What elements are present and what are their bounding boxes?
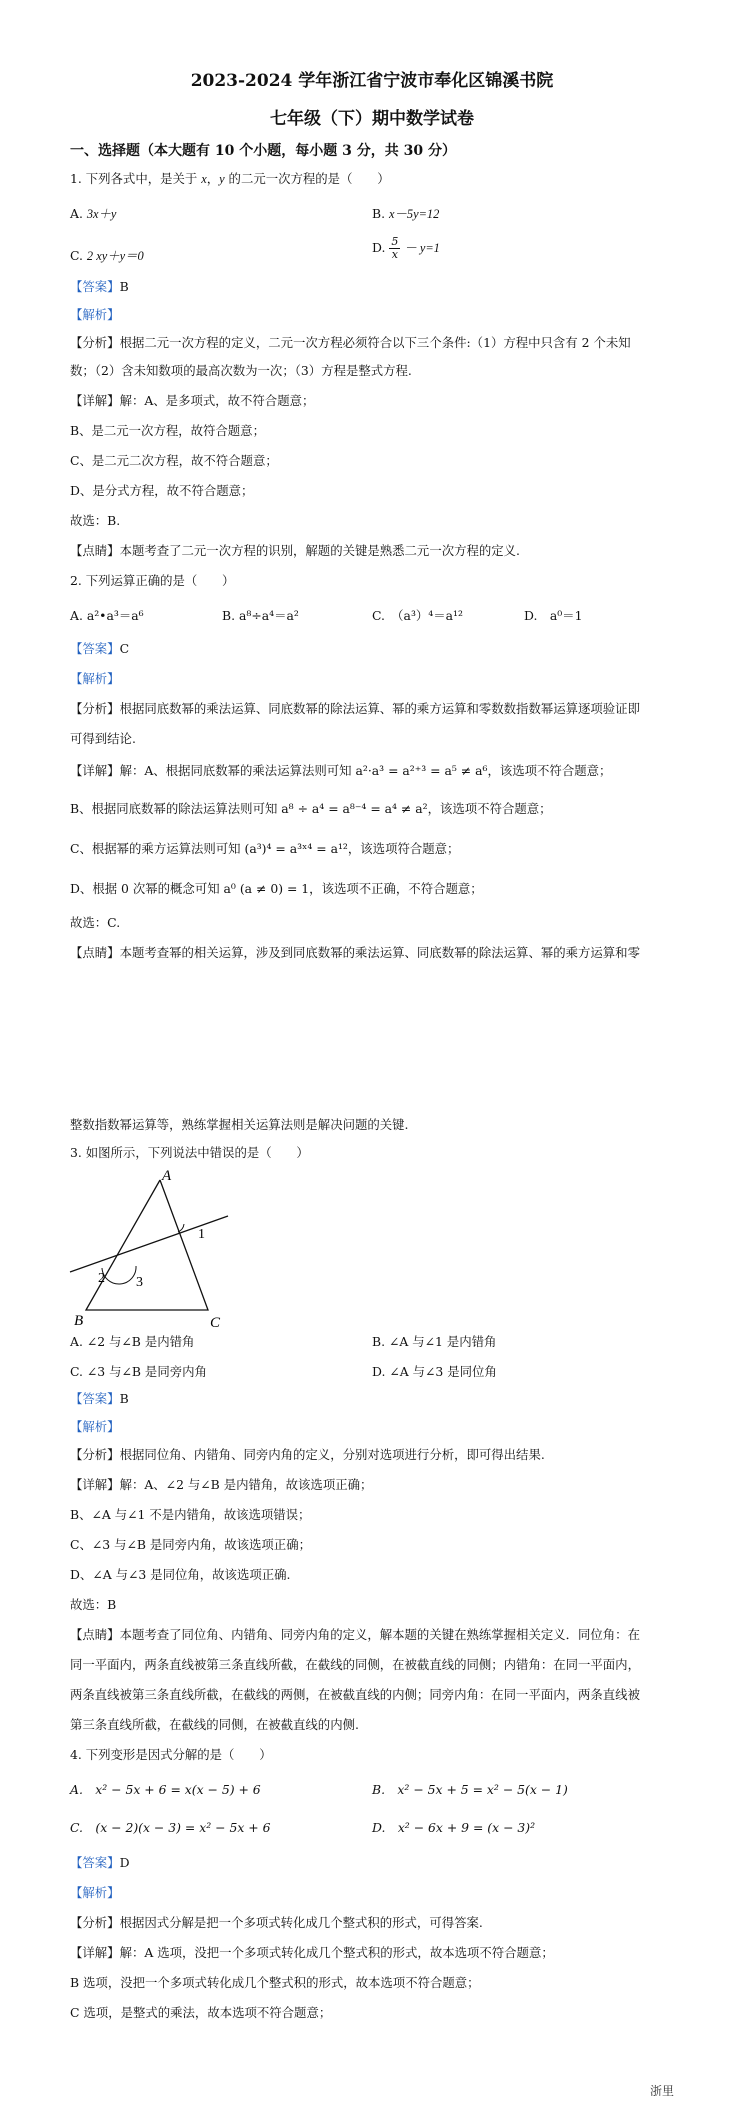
q2-answer: 【答案】C [70,641,130,656]
q1-fenxi-cont: 数；（2）含未知数项的最高次数为一次；（3）方程是整式方程. [70,363,412,378]
q3-comment: 【点睛】本题考查了同位角、内错角、同旁内角的定义，解本题的关键在熟练掌握相关定义．同位角：在 [70,1627,640,1642]
q2-stem: 2. 下列运算正确的是（ ） [70,573,235,588]
q1-option-a: A. 3x＋y [70,206,117,221]
fraction: $\frac{5}{x}$ [391,235,399,261]
q3-detail-d: D、∠A 与∠3 是同位角，故该选项正确. [70,1567,291,1582]
q2-fenxi-cont: 可得到结论. [70,731,136,746]
q4-detail-c: C 选项，是整式的乘法，故本选项不符合题意； [70,2005,332,2020]
q1-detail: 【详解】解：A、是多项式，故不符合题意； [70,393,315,408]
q3-detail-b: B、∠A 与∠1 不是内错角，故该选项错误； [70,1507,311,1522]
q1-detail-b: B、是二元一次方程，故符合题意； [70,423,265,438]
q2-conclusion: 故选：C. [70,915,121,930]
q4-analysis-label: 【解析】 [70,1885,120,1900]
q3-detail-c: C、∠3 与∠B 是同旁内角，故该选项正确； [70,1537,311,1552]
q1-option-d: D. $\frac{5}{x}$ － y=1 [372,235,440,261]
q2-detail-c: C、根据幂的乘方运算法则可知 (a³)⁴ = a³ˣ⁴ = a¹²，该选项符合题意； [70,841,460,856]
q3-conclusion: 故选：B [70,1597,117,1612]
angle-1-label: 1 [198,1227,205,1242]
vertex-a-label: A [162,1168,172,1184]
q4-fenxi: 【分析】根据因式分解是把一个多项式转化成几个整式积的形式，可得答案. [70,1915,483,1930]
q4-answer: 【答案】D [70,1855,130,1870]
q2-option-d: D. a⁰＝1 [524,608,583,623]
q1-answer: 【答案】B [70,279,129,294]
q2-option-b: B. a⁸÷a⁴＝a² [222,608,299,623]
transversal-line [70,1216,228,1272]
q1-detail-d: D、是分式方程，故不符合题意； [70,483,254,498]
q4-stem: 4. 下列变形是因式分解的是（ ） [70,1747,272,1762]
q3-detail: 【详解】解：A、∠2 与∠B 是内错角，故该选项正确； [70,1477,373,1492]
q1-stem: 1. 下列各式中，是关于 x，y 的二元一次方程的是（ ） [70,171,390,186]
triangle-figure [66,1168,246,1328]
q1-option-b: B. x－5y=12 [372,206,440,221]
q2-option-a: A. a²•a³＝a⁶ [70,608,144,623]
q3-comment-4: 第三条直线所截，在截线的同侧，在被截直线的内侧. [70,1717,359,1732]
q4-option-c: C. (x − 2)(x − 3) = x² − 5x + 6 [70,1820,271,1835]
vertex-b-label: B [74,1313,84,1328]
q4-option-d: D. x² − 6x + 9 = (x − 3)² [372,1820,536,1835]
q3-comment-2: 同一平面内，两条直线被第三条直线所截，在截线的同侧，在被截直线的同侧；内错角：在同一平面内， [70,1657,640,1672]
q3-analysis-label: 【解析】 [70,1419,120,1434]
q1-conclusion: 故选：B. [70,513,121,528]
q3-option-a: A. ∠2 与∠B 是内错角 [70,1334,195,1349]
section-heading: 一、选择题（本大题有 10 个小题，每小题 3 分，共 30 分） [70,143,456,159]
page-title: 2023-2024 学年浙江省宁波市奉化区锦溪书院 [190,71,554,91]
q4-option-b: B. x² − 5x + 5 = x² − 5(x − 1) [372,1782,568,1797]
page-subtitle: 七年级（下）期中数学试卷 [270,109,474,129]
q2-comment-cont: 整数指数幂运算等，熟练掌握相关运算法则是解决问题的关键. [70,1117,409,1132]
angle-2-label: 2 [98,1271,105,1286]
q3-fenxi: 【分析】根据同位角、内错角、同旁内角的定义，分别对选项进行分析，即可得出结果. [70,1447,545,1462]
q2-analysis-label: 【解析】 [70,671,120,686]
angle-arc-2-3 [102,1266,136,1284]
q2-option-c: C. （a³）⁴＝a¹² [372,608,463,623]
q4-detail: 【详解】解：A 选项，没把一个多项式转化成几个整式积的形式，故本选项不符合题意； [70,1945,554,1960]
q3-answer: 【答案】B [70,1391,129,1406]
q1-detail-c: C、是二元二次方程，故不符合题意； [70,453,278,468]
q2-detail: 【详解】解：A、根据同底数幂的乘法运算法则可知 a²·a³ = a²⁺³ = a⁵ ≠ a⁶，该选项不符合题意； [70,763,612,778]
q1-option-c: C. 2 xy＋y＝0 [70,248,144,263]
q4-detail-b: B 选项，没把一个多项式转化成几个整式积的形式，故本选项不符合题意； [70,1975,480,1990]
q3-option-c: C. ∠3 与∠B 是同旁内角 [70,1364,207,1379]
q2-detail-d: D、根据 0 次幂的概念可知 a⁰ (a ≠ 0) = 1，该选项不正确，不符合题意； [70,881,483,896]
q2-fenxi: 【分析】根据同底数幂的乘法运算、同底数幂的除法运算、幂的乘方运算和零数数指数幂运算逐项验证即 [70,701,640,716]
q3-stem: 3. 如图所示，下列说法中错误的是（ ） [70,1145,309,1160]
q3-option-d: D. ∠A 与∠3 是同位角 [372,1364,497,1379]
q1-fenxi: 【分析】根据二元一次方程的定义，二元一次方程必须符合以下三个条件:（1）方程中只含有 2 个未知 [70,335,631,350]
page-footer: 浙里 [650,2084,675,2098]
q3-option-b: B. ∠A 与∠1 是内错角 [372,1334,497,1349]
q2-comment: 【点睛】本题考查幂的相关运算，涉及到同底数幂的乘法运算、同底数幂的除法运算、幂的乘方运算和零 [70,945,640,960]
angle-3-label: 3 [136,1275,143,1290]
q1-comment: 【点睛】本题考查了二元一次方程的识别，解题的关键是熟悉二元一次方程的定义. [70,543,521,558]
vertex-c-label: C [210,1315,221,1328]
q1-analysis-label: 【解析】 [70,307,120,322]
q3-comment-3: 两条直线被第三条直线所截，在截线的两侧，在被截直线的内侧；同旁内角：在同一平面内，两条直线被 [70,1687,640,1702]
q4-option-a: A. x² − 5x + 6 = x(x − 5) + 6 [70,1782,261,1797]
q2-detail-b: B、根据同底数幂的除法运算法则可知 a⁸ ÷ a⁴ = a⁸⁻⁴ = a⁴ ≠ a²，该选项不符合题意； [70,801,552,816]
